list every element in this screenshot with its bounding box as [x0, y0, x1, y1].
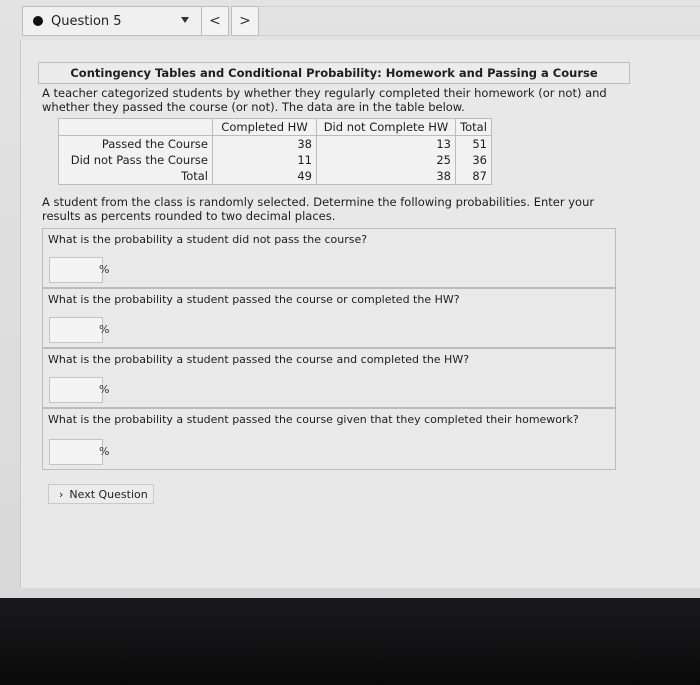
table-cell: 38	[213, 136, 317, 153]
question-text: What is the probability a student passed the course given that they completed their homework?	[48, 413, 579, 426]
percent-unit: %	[99, 263, 110, 276]
device-bezel	[0, 598, 700, 685]
instructions: A student from the class is randomly selected. Determine the following probabilities. Enter your results as percents rounded to two decimal places.	[42, 195, 595, 223]
table-header-cell: Total	[456, 119, 492, 136]
question-text: What is the probability a student did not pass the course?	[48, 233, 368, 246]
table-cell: 36	[456, 152, 492, 168]
problem-title: Contingency Tables and Conditional Probability: Homework and Passing a Course	[38, 62, 630, 84]
contingency-table	[58, 118, 492, 185]
status-dot-icon	[33, 16, 43, 26]
percent-unit: %	[99, 445, 110, 458]
row-label: Passed the Course	[101, 137, 208, 151]
chevron-right-icon: ›	[59, 487, 64, 501]
row-label: Total	[181, 169, 208, 183]
answer-input-1[interactable]	[49, 257, 103, 283]
prev-question-button[interactable]: <	[201, 6, 229, 36]
table-row	[59, 152, 491, 168]
problem-intro: A teacher categorized students by whether they regularly completed their homework (or not) and whether they passed the course (or not). The data are in the table below.	[42, 86, 607, 114]
answer-input-4[interactable]	[49, 439, 103, 465]
header-divider	[260, 6, 700, 36]
table-cell: 51	[456, 136, 492, 153]
question-box-2	[42, 288, 616, 348]
table-header-cell: Completed HW	[213, 119, 317, 136]
question-text: What is the probability a student passed the course or completed the HW?	[48, 293, 460, 306]
table-cell: 25	[317, 152, 456, 168]
percent-unit: %	[99, 383, 110, 396]
next-question-button[interactable]	[48, 484, 154, 504]
question-label: Question 5	[51, 13, 122, 29]
table-cell: 87	[456, 168, 492, 184]
table-header-row	[59, 119, 491, 136]
table-cell: 49	[213, 168, 317, 184]
table-header-cell: Did not Complete HW	[317, 119, 456, 136]
table-cell: 38	[317, 168, 456, 184]
answer-input-3[interactable]	[49, 377, 103, 403]
table-cell: 13	[317, 136, 456, 153]
question-selector[interactable]	[22, 6, 202, 36]
answer-input-2[interactable]	[49, 317, 103, 343]
next-question-arrow-button[interactable]: >	[231, 6, 259, 36]
table-header-cell	[59, 119, 213, 136]
question-box-4	[42, 408, 616, 470]
table-cell: 11	[213, 152, 317, 168]
table-row	[59, 136, 491, 153]
next-question-label: Next Question	[69, 487, 148, 501]
table-row	[59, 168, 491, 184]
question-box-1	[42, 228, 616, 288]
question-text: What is the probability a student passed the course and completed the HW?	[48, 353, 470, 366]
percent-unit: %	[99, 323, 110, 336]
row-label: Did not Pass the Course	[70, 153, 208, 167]
caret-down-icon	[181, 17, 189, 23]
question-box-3	[42, 348, 616, 408]
